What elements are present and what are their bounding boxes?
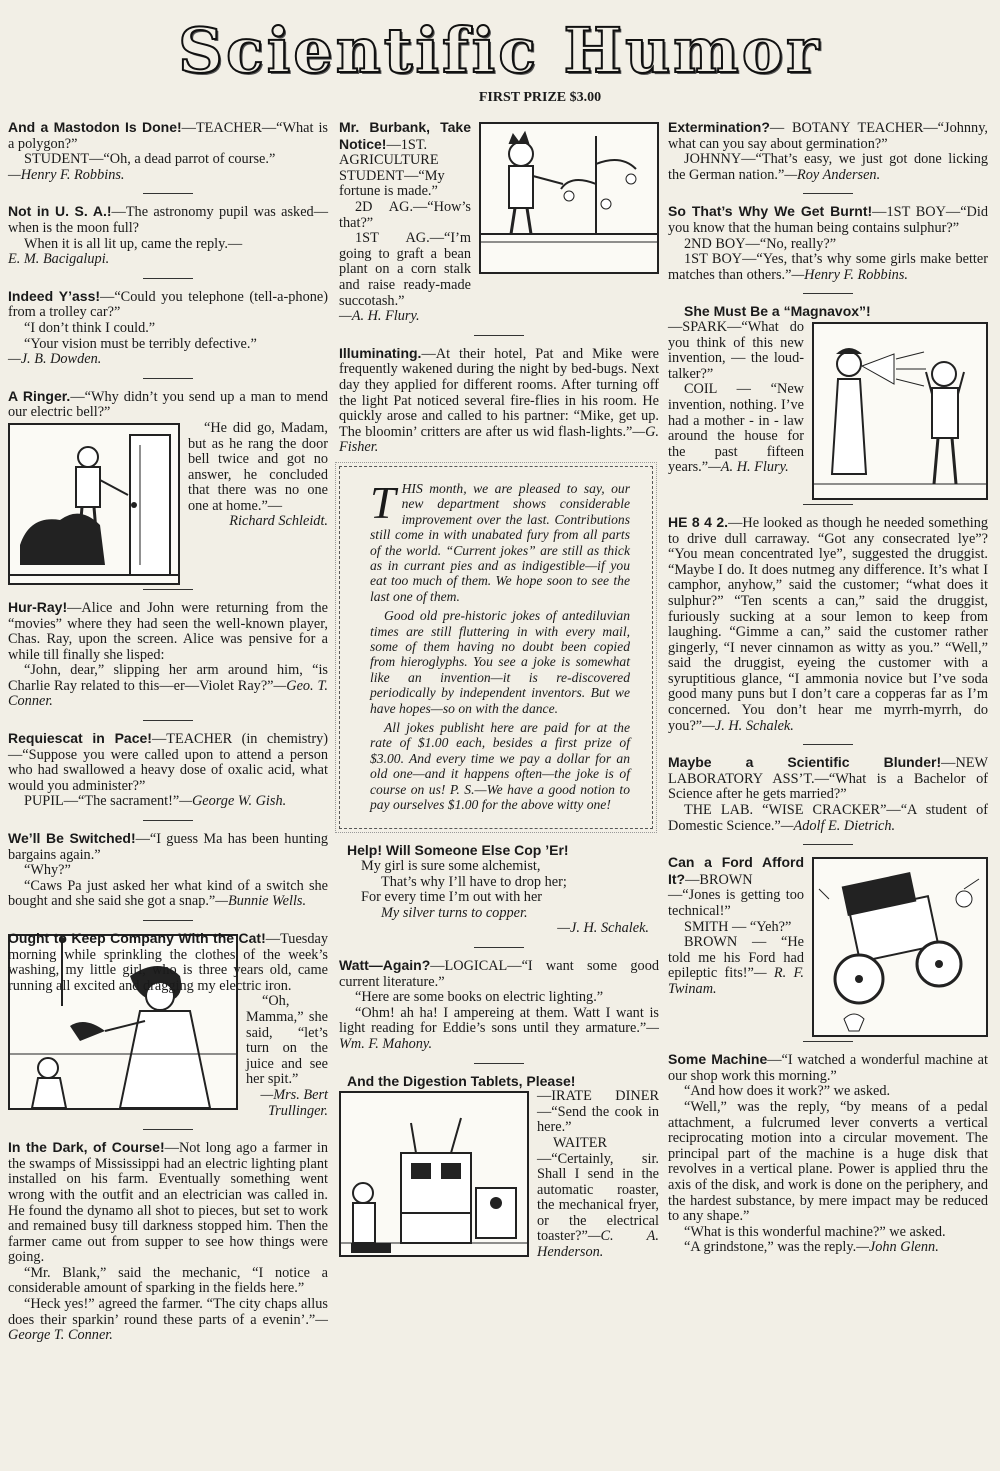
joke-text: “Oh, Mamma,” she said, “let’s turn on the juice and see her spit.”: [246, 993, 328, 1088]
joke-text: 2ND BOY—“No, really?”: [684, 235, 837, 252]
column-1: [8, 120, 328, 1354]
joke-title: Not in U. S. A.!: [8, 203, 112, 220]
joke-author: —John Glenn.: [856, 1239, 939, 1256]
column-3: [668, 120, 988, 1266]
joke-text: —“I guess Ma has been hunting bargains again.”: [8, 831, 328, 863]
joke-switched: [8, 831, 328, 910]
joke-text: “Why?”: [24, 862, 71, 879]
joke-text: JOHNNY—“That’s easy, we just got done licking the German nation.”: [668, 151, 988, 183]
joke-requiescat: [8, 731, 328, 810]
joke-title: Help! Will Someone Else Cop ’Er!: [347, 842, 569, 859]
joke-title: A Ringer.: [8, 387, 71, 404]
joke-author: —George W. Gish.: [179, 793, 287, 810]
divider: [803, 744, 853, 745]
notice-text: HIS month, we are pleased to say, our new department shows considerable improvement over the last. Contributions still come in with unabated fury from all parts of the world. “Current jokes” are still as thick as in currant pies and as indigestible—if you eat too much of them. We hope soon to see the last one of them.: [370, 480, 630, 604]
joke-digestion: [339, 1074, 659, 1261]
poem-line: My silver turns to copper.: [381, 904, 528, 921]
joke-text: —TEACHER—“What is a polygon?”: [8, 120, 328, 152]
joke-he842: [668, 515, 988, 734]
divider: [803, 1041, 853, 1042]
joke-text: “I don’t think I could.”: [24, 319, 156, 336]
joke-title: Maybe a Scientific Blunder!: [668, 754, 942, 771]
joke-cat: [8, 931, 328, 1119]
ford-illustration: [812, 857, 988, 1037]
drop-cap: T: [370, 476, 396, 528]
joke-text: “John, dear,” slipping her arm around him, “is Charlie Ray related to this—er—Violet Ray?”: [8, 662, 328, 694]
joke-author: Richard Schleidt.: [229, 513, 328, 530]
joke-author: —J. B. Dowden.: [8, 351, 102, 368]
joke-title: Hur-Ray!: [8, 598, 68, 615]
joke-text: STUDENT—“Oh, a dead parrot of course.”: [24, 151, 276, 168]
joke-blunder: [668, 755, 988, 834]
divider: [474, 1063, 524, 1064]
joke-title: Watt—Again?: [339, 956, 431, 973]
joke-author: —Geo. T. Conner.: [8, 677, 328, 710]
joke-illuminating: [339, 346, 659, 456]
joke-text: “What is this wonderful machine?” we asked.: [684, 1223, 946, 1240]
joke-text: When it is all lit up, came the reply.—: [24, 235, 243, 252]
joke-text: —“Could you telephone (tell-a-phone) from a trolley car?”: [8, 288, 328, 321]
poem-line: My girl is sure some alchemist,: [361, 858, 541, 874]
joke-text: “Well,” was the reply, “by means of a pedal attachment, a fulcrumed lever converts a vertical reciprocating motion into a circular movement. The principal part of the machine is a huge disk that revolves in a vertical plane. Power is applied thru the axis of the disk, and work is done on the periphery, and the hardest substance, by mere impact may be reduced to any shape.”: [668, 1099, 988, 1225]
joke-magnavox: [668, 304, 988, 476]
joke-title: Ought to Keep Company With the Cat!: [8, 930, 266, 946]
joke-text: —Not long ago a farmer in the swamps of Mississippi had an electric lighting plant installed on his farm. Eventually something went wrong with the outfit and an electrician was called in. He found the dynamo all shot to pieces, but set to work and remained busy till darkness stopped him. Then the farmer came out from supper to see how things were going.: [8, 1140, 328, 1266]
joke-title: In the Dark, of Course!: [8, 1139, 165, 1156]
joke-text: “Mr. Blank,” said the mechanic, “I notice a considerable amount of sparking in the fields here.”: [8, 1264, 328, 1297]
joke-author: —Adolf E. Dietrich.: [780, 817, 896, 834]
digestion-illustration: [339, 1091, 529, 1257]
joke-text: —IRATE DINER—“Send the cook in here.”: [537, 1088, 659, 1136]
poem-line: That’s why I’ll have to drop her;: [381, 873, 567, 890]
joke-title: So That’s Why We Get Burnt!: [668, 203, 873, 220]
divider: [143, 920, 193, 921]
divider: [803, 293, 853, 294]
joke-text: PUPIL—“The sacrament!”: [24, 793, 180, 810]
joke-text: —“I watched a wonderful machine at our shop work this morning.”: [668, 1052, 988, 1084]
joke-author: —C. A. Henderson.: [537, 1228, 659, 1261]
joke-cop: [339, 843, 659, 937]
divider: [143, 378, 193, 379]
joke-author: —A. H. Flury.: [339, 308, 420, 325]
joke-text: —NEW LABORATORY ASS’T.—“What is a Bachelor of Science after he gets married?”: [668, 755, 988, 803]
joke-title: Mr. Burbank, Take Notice!: [339, 119, 471, 152]
joke-title: Requiescat in Pace!: [8, 730, 152, 747]
joke-author: — R. F. Twinam.: [668, 965, 804, 997]
joke-mastodon: [8, 120, 328, 183]
joke-title: She Must Be a “Magnavox”!: [684, 303, 871, 320]
joke-author: —Mrs. Bert Trullinger.: [260, 1086, 328, 1119]
joke-text: —1ST BOY—“Did you know that the human being contains sulphur?”: [668, 204, 988, 236]
divider: [143, 193, 193, 194]
joke-text: —Tuesday morning while sprinkling the clothes of the week’s washing, my little girl, who is three years old, came running all excited and dragging my electric iron.: [8, 931, 328, 994]
joke-author: E. M. Bacigalupi.: [8, 251, 110, 268]
joke-text: 2D AG.—“How’s that?”: [339, 198, 471, 231]
poem-line: For every time I’m out with her: [361, 889, 543, 906]
joke-author: —J. H. Schalek.: [557, 920, 649, 937]
joke-machine: [668, 1052, 988, 1256]
notice-text: Good old pre-historic jokes of antediluvian times are still fluttering in with every mail, some of them having no doubt been copied from hieroglyphs. You see a joke is somewhat like an invention—it is re-discovered periodically by independent inventors. But we have hopes—so on with the dance.: [370, 608, 630, 716]
joke-ford: [668, 855, 988, 997]
magnavox-illustration: [812, 322, 988, 500]
joke-text: COIL — “New invention, nothing. I’ve had a mother - in - law around the house for the past fifteen years.”: [668, 381, 804, 476]
joke-text: “Heck yes!” agreed the farmer. “The city chaps allus does their sparkin’ round these parts of a evenin’.”: [8, 1296, 328, 1328]
joke-watt: [339, 958, 659, 1053]
divider: [143, 720, 193, 721]
divider: [803, 504, 853, 505]
joke-author: —Henry F. Robbins.: [8, 166, 125, 183]
ringer-illustration: [8, 423, 180, 585]
joke-text: —At their hotel, Pat and Mike were frequently wakened during the night by bed-bugs. Next day they applied for different rooms. After turning off the light Pat noticed several fire-flies in his room. He quickly arose and called to his partner: “Mike, get up. The bloomin’ critters are after us wid flash-lights.”: [339, 345, 659, 440]
divider: [803, 193, 853, 194]
joke-text: WAITER—“Certainly, sir. Shall I send in the automatic roaster, the mechanical fryer, or the electrical toaster?”: [537, 1134, 659, 1245]
joke-title: Extermination?: [668, 119, 770, 135]
divider: [143, 820, 193, 821]
joke-author: —Bunnie Wells.: [215, 893, 307, 910]
joke-text: 1ST BOY—“Yes, that’s why some girls make better matches than others.”: [668, 251, 988, 283]
joke-text: “A grindstone,” was the reply.: [684, 1239, 857, 1256]
divider: [143, 1129, 193, 1130]
joke-extermination: [668, 120, 988, 183]
joke-text: —SPARK—“What do you think of this new invention, — the loud-talker?”: [668, 318, 804, 382]
divider: [143, 589, 193, 590]
joke-author: —Roy Andersen.: [784, 166, 881, 183]
joke-text: —“Why didn’t you send up a man to mend our electric bell?”: [8, 388, 328, 421]
joke-title: Illuminating.: [339, 344, 422, 361]
joke-title: HE 8 4 2.: [668, 513, 729, 530]
editorial-notice: [339, 466, 653, 830]
joke-text: “Your vision must be terribly defective.”: [24, 335, 257, 352]
joke-author: —Henry F. Robbins.: [791, 266, 908, 283]
joke-title: And a Mastodon Is Done!: [8, 119, 182, 135]
joke-author: —George T. Conner.: [8, 1311, 328, 1344]
divider: [474, 947, 524, 948]
joke-dark: [8, 1140, 328, 1344]
joke-text: —Alice and John were returning from the “movies” where they had seen the well-known player, Chas. Ray, upon the screen. Alice was pensive for a while till finally she lisped:: [8, 599, 328, 663]
joke-text: —TEACHER (in chemistry)—“Suppose you were called upon to attend a person who had swallowed a heavy dose of oxalic acid, what would you administer?”: [8, 731, 329, 794]
notice-text: All jokes publisht here are paid for at the rate of $1.00 each, besides a first prize of $3.00. And every time we pay a dollar for an old one—and it happens often—the joke is of course on us! P. S.—We have a good notion to pay ourselves $1.00 for the above witty one!: [370, 719, 630, 812]
joke-author: —J. H. Schalek.: [702, 717, 794, 734]
joke-title: Can a Ford Afford It?: [668, 854, 804, 887]
burbank-illustration: [479, 122, 659, 274]
first-prize-label: FIRST PRIZE $3.00: [478, 90, 602, 105]
joke-text: “And how does it work?” we asked.: [684, 1083, 891, 1100]
joke-author: —A. H. Flury.: [708, 459, 789, 476]
joke-text: — BOTANY TEACHER—“Johnny, what can you say about germination?”: [668, 120, 988, 152]
joke-text: —He looked as though he needed something to drive dull carraway. “Got any consecrated lye”? “You mean concentrated lye”, suggested the druggist. “Maybe I do. It does nutmeg any difference. It’s what I camphor, anyhow,” said the customer; “what does it sulphur?” “Ten scents a can,” said the druggist, furiously sucking at a sour lemon to keep from laughing. “Gimme a can,” said the customer rather gingerly, “I never cinnamon as witty as you.” “Well,” said the druggist, eyeing the customer with a syruptitious glance, “I ammonia novice but I’ve soda good many puns but I don’t care a copperas far as I’m concerned. You don’t hear me myrrh-myrrh, do you?”: [668, 514, 988, 734]
joke-title: And the Digestion Tablets, Please!: [347, 1072, 576, 1089]
divider: [474, 335, 524, 336]
joke-author: —Wm. F. Mahony.: [339, 1020, 659, 1052]
joke-title: Indeed Y’ass!: [8, 287, 101, 304]
joke-usa: [8, 204, 328, 267]
joke-burnt: [668, 204, 988, 283]
joke-text: —BROWN—“Jones is getting too technical!”: [668, 871, 804, 919]
joke-text: —1ST. AGRICULTURE STUDENT—“My fortune is made.”: [339, 136, 445, 200]
joke-text: “He did go, Madam, but as he rang the door bell twice and got no answer, he concluded that there was no one one at home.”—: [188, 419, 328, 514]
joke-title: We’ll Be Switched!: [8, 830, 136, 847]
joke-text: “Ohm! ah ha! I ampereing at them. Watt I want is light reading for Eddie’s sons until they armature.”: [339, 1004, 659, 1037]
joke-ringer: [8, 389, 328, 530]
column-2: [339, 120, 659, 1271]
divider: [803, 844, 853, 845]
joke-title: Some Machine: [668, 1051, 768, 1068]
page-title: Scientific Humor: [178, 14, 822, 87]
divider: [143, 278, 193, 279]
joke-text: SMITH — “Yeh?”: [684, 918, 792, 935]
joke-yass: [8, 289, 328, 368]
joke-text: “Here are some books on electric lighting.”: [355, 989, 604, 1006]
joke-text: BROWN — “He told me his Ford had epileptic fits!”: [668, 934, 804, 982]
joke-text: —LOGICAL—“I want some good current literature.”: [339, 957, 659, 990]
joke-text: —The astronomy pupil was asked—when is the moon full?: [8, 204, 328, 236]
joke-text: THE LAB. “WISE CRACKER”—“A student of Domestic Science.”: [668, 802, 988, 834]
joke-hurray: [8, 600, 328, 710]
joke-text: 1ST AG.—“I’m going to graft a bean plant on a corn stalk and raise ready-made succotash.”: [339, 230, 471, 309]
joke-author: —G. Fisher.: [339, 423, 659, 456]
joke-text: “Caws Pa just asked her what kind of a switch she bought and she said she got a snap.”: [8, 877, 328, 910]
joke-burbank: [339, 120, 659, 325]
